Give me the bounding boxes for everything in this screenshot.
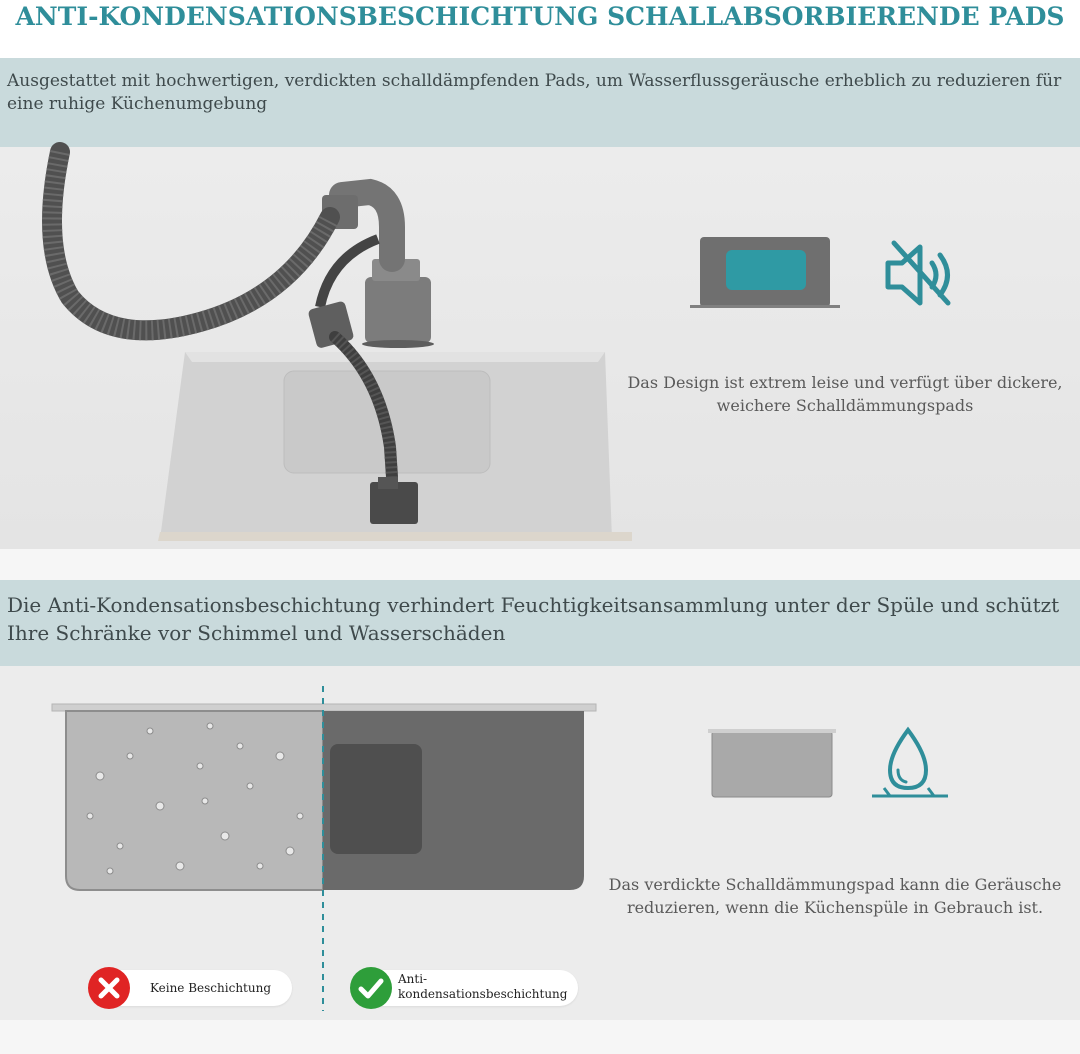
- check-icon: [350, 967, 392, 1009]
- coating-description: Das verdickte Schalldämmungspad kann die Geräusche reduzieren, wenn die Küchenspüle in Gebrauch ist.: [608, 875, 1062, 917]
- label-with-coating-text: Anti-kondensationsbeschichtung: [398, 972, 568, 1001]
- water-drop-icon: [870, 726, 950, 806]
- sound-panel: [0, 147, 1080, 549]
- label-without-coating: [92, 970, 292, 1006]
- coating-panel: [0, 666, 1080, 1020]
- page-title: ANTI-KONDENSATIONSBESCHICHTUNG SCHALLABSORBIERENDE PADS: [15, 2, 1065, 31]
- cross-icon: [88, 967, 130, 1009]
- title-bar: [0, 0, 1080, 58]
- coating-banner-text: Die Anti-Kondensationsbeschichtung verhindert Feuchtigkeitsansammlung unter der Spüle und schützt Ihre Schränke vor Schimmel und Wasserschäden: [7, 593, 1060, 645]
- section-gap: [0, 549, 1080, 580]
- label-with-coating: [354, 970, 578, 1006]
- label-without-coating-text: Keine Beschichtung: [150, 981, 272, 995]
- sink-with-drain-hose-image: [0, 147, 1080, 549]
- coating-banner: [0, 580, 1080, 666]
- sound-banner-text: Ausgestattet mit hochwertigen, verdickten schalldämpfenden Pads, um Wasserflussgeräusche erheblich zu reduzieren für eine ruhige Küchenumgebung: [7, 71, 1062, 114]
- mute-speaker-icon: [880, 235, 960, 315]
- bottom-strip: [0, 1020, 1080, 1054]
- sound-description: Das Design ist extrem leise und verfügt über dickere, weichere Schalldämmungspads: [627, 373, 1063, 415]
- sound-banner: [0, 58, 1080, 147]
- coating-comparison-image: [0, 666, 1080, 1020]
